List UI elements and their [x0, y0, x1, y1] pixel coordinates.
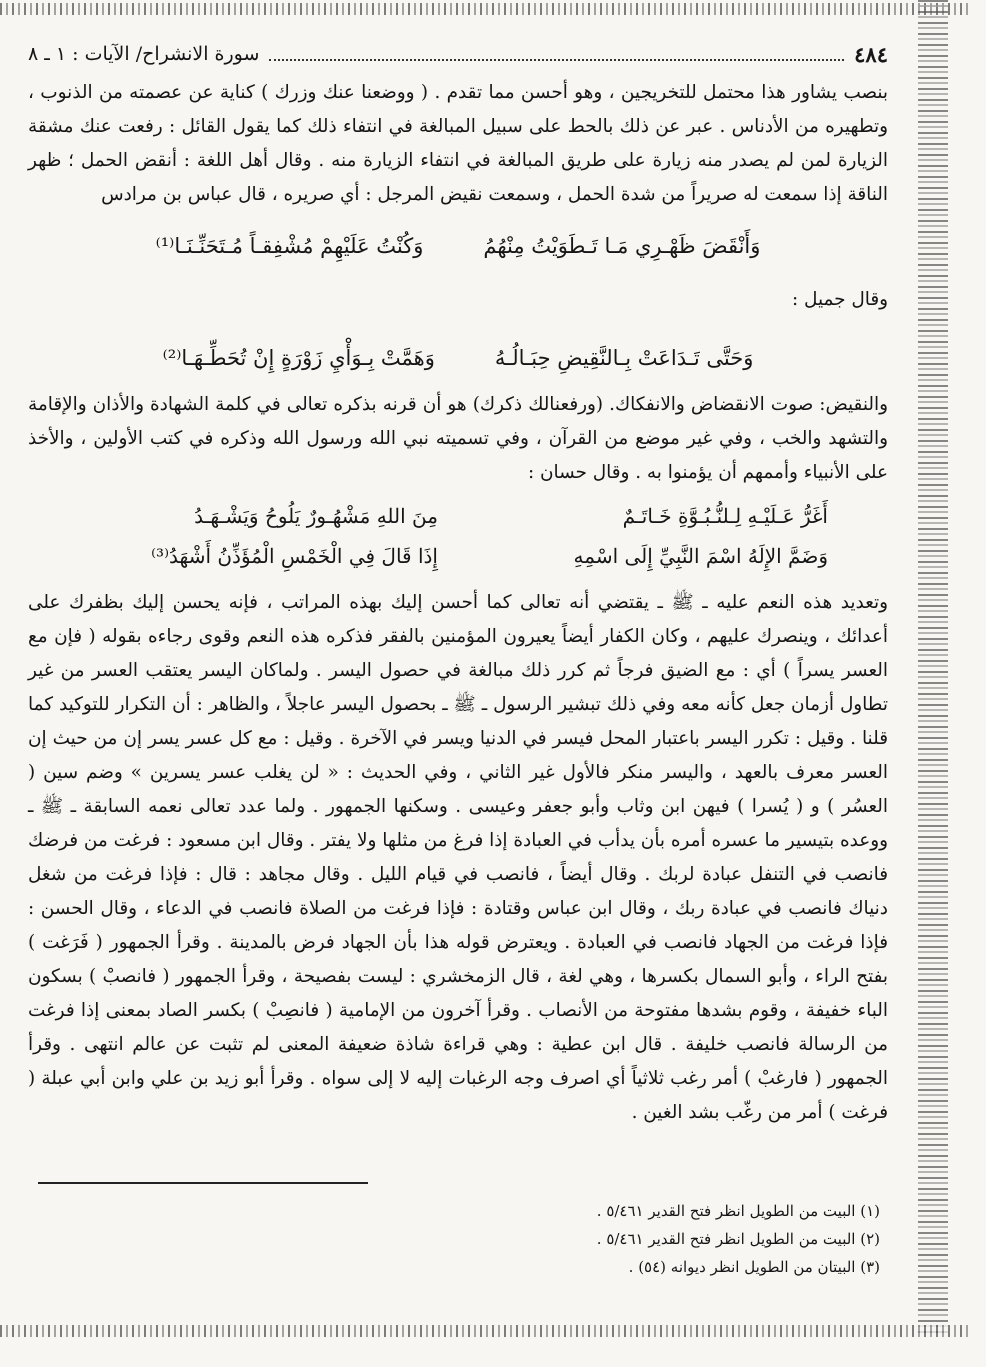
decorative-border-right — [918, 0, 948, 1335]
verse-line2-right: وَضَمَّ الإِلَهُ اسْمَ النَّبِيِّ إِلَى اسْمِهِ — [573, 544, 828, 568]
verse-hemistich-right: وَحَتَّى تَـدَاعَتْ بِـالنَّقِيضِ حِبَـالُـهُ — [494, 346, 754, 370]
verse-hassan — [28, 490, 888, 586]
page-number: ٤٨٤ — [854, 41, 888, 67]
footnote-2: (٢) البيت من الطويل انظر فتح القدير ٥/٤٦١ . — [596, 1230, 880, 1248]
verse-hemistich-left: وَهَمَّتْ بِـوَأْيِ زَوْرَةٍ إِنْ تُحَطِّـهَـا⁽²⁾ — [162, 346, 435, 370]
page-header — [28, 32, 888, 76]
verse-jamil — [28, 324, 888, 388]
verse-hemistich-left: وَكُنْتُ عَلَيْهِمْ مُشْفِقـاً مُـتَحَنِّـنَـا⁽¹⁾ — [155, 234, 424, 258]
footnotes — [280, 1197, 880, 1281]
verse-line1-right: أَغَرُّ عَـلَيْـهِ لِـلنُّـبُـوَّةِ خَـاتَـمٌ — [622, 504, 828, 528]
footnote-1: (١) البيت من الطويل انظر فتح القدير ٥/٤٦١ . — [596, 1202, 880, 1220]
book-page — [28, 32, 888, 1312]
paragraph-3: وتعديد هذه النعم عليه ـ ﷺ ـ يقتضي أنه تعالى كما أحسن إليك بهذه المراتب ، فإنه يحسن إليك بظفرك على أعدائك ، وينصرك عليهم ، وكان الكفار أيضاً يعيرون المؤمنين بالفقر فذكره هذه النعم وقوى رجاءه بقوله ( فإن مع العسر يسراً ) أي : مع الضيق فرجاً ثم كرر ذلك مبالغة في حصول اليسر . ولماكان اليسر يعتقب العسر من غير تطاول أزمان جعل كأنه معه وفي ذلك تبشير الرسول ـ ﷺ ـ بحصول اليسر عاجلاً ، والظاهر : أن التكرار للتوكيد كما قلنا . وقيل : تكرر اليسر باعتبار المحل فيسر في الدنيا ويسر في الآخرة . وقيل : مع كل عسر يسر إن من حيث إن العسر معرف بالعهد ، واليسر منكر فالأول غير الثاني ، وفي الحديث : « لن يغلب عسر يسرين » وضم سين ( العسُر ) و ( يُسرا ) فيهن ابن وثاب وأبو جعفر وعيسى . وسكنها الجمهور . ولما عدد تعالى نعمه السابقة ـ ﷺ ـ ووعده بتيسير ما عسره أمره بأن يدأب في العبادة إذا فرغ من مثلها ولا يفتر . وقال ابن مسعود : فرغت من فرضك فانصب في التنفل عبادة لربك . وقال أيضاً ، فانصب في قيام الليل . وقال مجاهد : قال : فإذا فرغت من شغل دنياك فانصب في عبادة ربك ، وقال ابن عباس وقتادة : فإذا فرغت من الصلاة فانصب في الدعاء ، وقال الحسن : فإذا فرغت من الجهاد فانصب في العبادة . ويعترض قوله هذا بأن الجهاد فرض بالمدينة . وقرأ الجمهور ( فَرَغت ) بفتح الراء ، وأبو السمال بكسرها ، وهي لغة ، قال الزمخشري : ليست بفصيحة ، وقرأ الجمهور ( فانصبْ ) بسكون الباء خفيفة ، وقوم بشدها مفتوحة من الأنصاب . وقرأ آخرون من الإمامية ( فانصِبْ ) بكسر الصاد بمعنى إذا فرغت من الرسالة فانصب خليفة . قال ابن عطية : وهي قراءة شاذة ضعيفة المعنى لم تثبت عن عالم انتهى . وقرأ الجمهور ( فارغبْ ) أمر رغب ثلاثياً أي اصرف وجه الرغبات إليه لا إلى سواه . وقرأ أبو زيد بن علي وابن أبي عبلة ( فرغت ) أمر من رغّب بشد الغين . — [28, 592, 888, 1123]
paragraph-1: بنصب يشاور هذا محتمل للتخريجين ، وهو أحسن مما تقدم . ( ووضعنا عنك وزرك ) كناية عن عصمته من الذنوب ، وتطهيره من الأدناس . عبر عن ذلك بالحط على سبيل المبالغة في انتفاء ذلك كما يقول القائل : رفعت عنك مشقة الزيارة لمن لم يصدر منه زيارة على طريق المبالغة في انتفاء الزيارة منه . وقال أهل اللغة : أنقض الحمل ؛ ظهر الناقة إذا سمعت له صريراً من شدة الحمل ، وسمعت نقيض المرجل : أي صريره ، قال عباس بن مرادس — [28, 82, 888, 205]
decorative-border-top — [0, 3, 970, 15]
footnote-separator — [38, 1182, 368, 1184]
verse-abbas — [28, 212, 888, 276]
verse-hemistich-right: وَأَنْقَضَ ظَهْـرِي مَـا تَـطَوَيْتُ مِنْهُمُ — [483, 234, 761, 258]
page-title: سورة الانشراح/ الآيات : ١ ـ ٨ — [28, 43, 260, 65]
verse-line1-left: مِنَ اللهِ مَشْهُـورٌ يَلُوحُ وَيَشْـهَـدُ — [194, 504, 438, 528]
label-jamil: وقال جميل : — [791, 289, 888, 310]
decorative-border-bottom — [0, 1325, 970, 1337]
footnote-3: (٣) البيتان من الطويل انظر ديوانه (٥٤) . — [628, 1258, 880, 1276]
header-dot-leader — [269, 47, 844, 61]
paragraph-2: والنقيض: صوت الانقضاض والانفكاك. (ورفعنالك ذكرك) هو أن قرنه بذكره تعالى في كلمة الشهادة والأذان والإقامة والتشهد والخب ، وفي غير موضع من القرآن ، وفي تسميته نبي الله ورسول الله وذكره في كتب الأولين ، والأخذ على الأنبياء وأممهم أن يؤمنوا به . وقال حسان : — [28, 394, 888, 483]
verse-line2-left: إِذَا قَالَ فِي الْخَمْسِ الْمُؤَذِّنُ أَشْهَدُ⁽³⁾ — [151, 544, 438, 568]
